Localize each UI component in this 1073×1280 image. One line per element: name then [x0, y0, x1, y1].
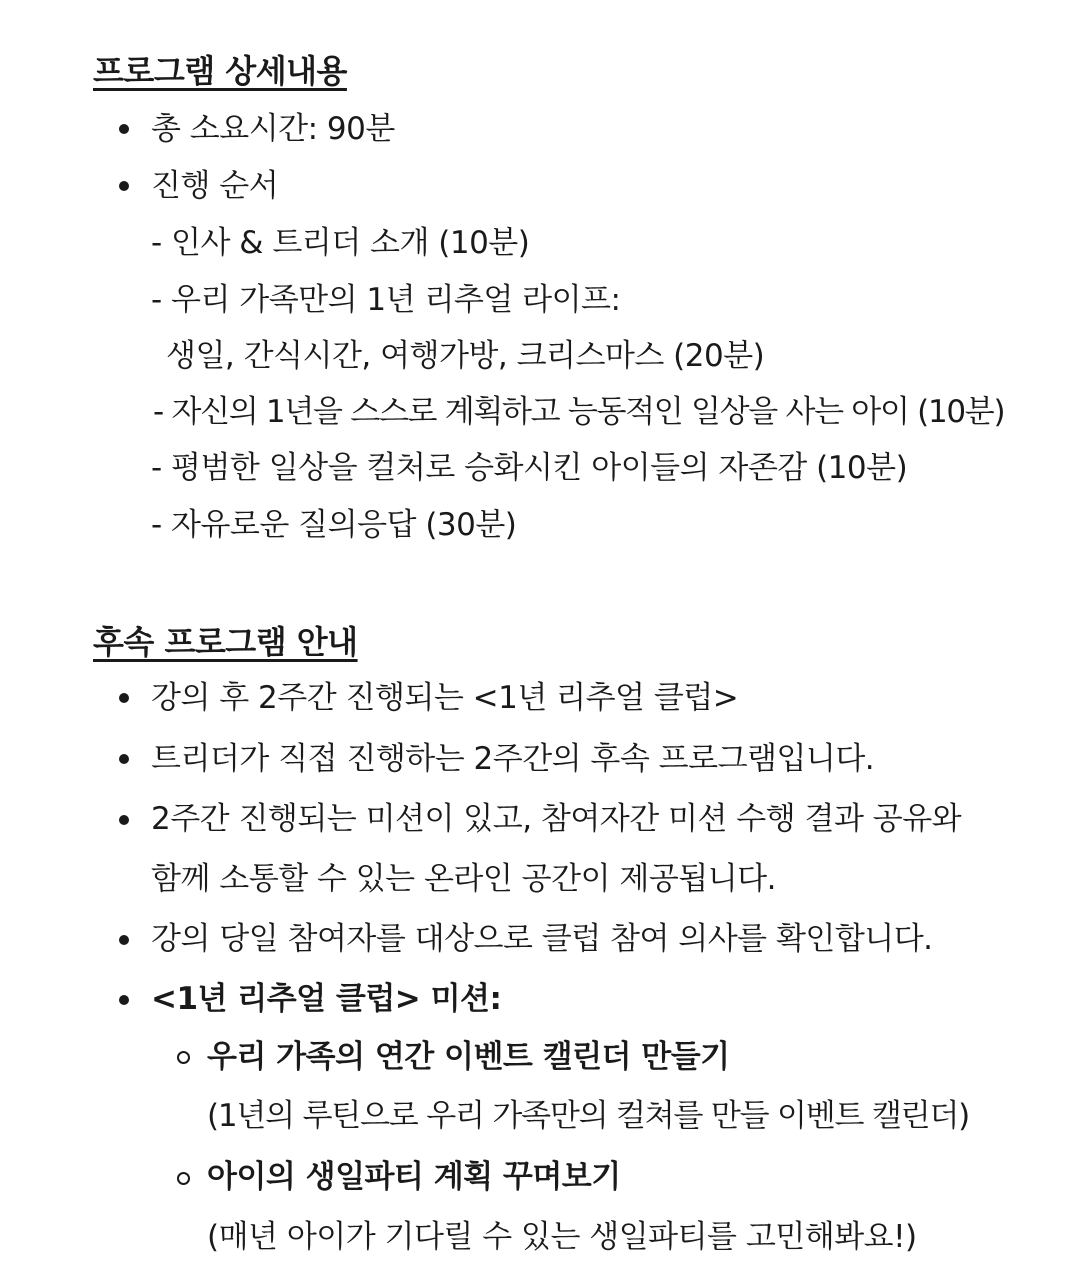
order-item-qa: - 자유로운 질의응답 (30분) [151, 507, 517, 543]
order-item-self-planning: - 자신의 1년을 스스로 계획하고 능동적인 일상을 사는 아이 (10분) [153, 394, 1005, 430]
order-item-self-esteem: - 평범한 일상을 컬처로 승화시킨 아이들의 자존감 (10분) [151, 450, 908, 486]
section-title-followup-program: 후속 프로그램 안내 [93, 623, 358, 661]
order-item-ritual-life-detail: 생일, 간식시간, 여행가방, 크리스마스 (20분) [166, 338, 765, 374]
total-time-text: 총 소요시간: 90분 [151, 111, 395, 147]
mission-1-desc: (1년의 루틴으로 우리 가족만의 컬쳐를 만들 이벤트 캘린더) [207, 1098, 970, 1134]
bullet-icon [119, 693, 129, 703]
circle-bullet-icon [177, 1172, 190, 1185]
followup-bullet-club: 강의 후 2주간 진행되는 <1년 리추얼 클럽> [151, 680, 739, 716]
order-item-ritual-life: - 우리 가족만의 1년 리추얼 라이프: [151, 282, 621, 318]
mission-1-title: 우리 가족의 연간 이벤트 캘린더 만들기 [207, 1039, 730, 1075]
bullet-icon [119, 815, 129, 825]
section-title-program-details: 프로그램 상세내용 [93, 52, 347, 90]
followup-bullet-confirm: 강의 당일 참여자를 대상으로 클럽 참여 의사를 확인합니다. [151, 921, 933, 957]
order-label-text: 진행 순서 [151, 168, 279, 204]
bullet-icon [119, 124, 129, 134]
bullet-icon [119, 935, 129, 945]
followup-bullet-program: 트리더가 직접 진행하는 2주간의 후속 프로그램입니다. [151, 741, 875, 777]
mission-2-desc: (매년 아이가 기다릴 수 있는 생일파티를 고민해봐요!) [207, 1219, 917, 1255]
bullet-icon [119, 754, 129, 764]
bullet-icon [119, 995, 129, 1005]
mission-2-title: 아이의 생일파티 계획 꾸며보기 [207, 1159, 621, 1195]
followup-bullet-mission-share-cont: 함께 소통할 수 있는 온라인 공간이 제공됩니다. [151, 861, 776, 897]
order-item-intro: - 인사 & 트리더 소개 (10분) [151, 225, 530, 261]
circle-bullet-icon [177, 1051, 190, 1064]
followup-bullet-mission-share: 2주간 진행되는 미션이 있고, 참여자간 미션 수행 결과 공유와 [151, 801, 962, 837]
bullet-icon [119, 181, 129, 191]
mission-title: <1년 리추얼 클럽> 미션: [151, 981, 502, 1017]
